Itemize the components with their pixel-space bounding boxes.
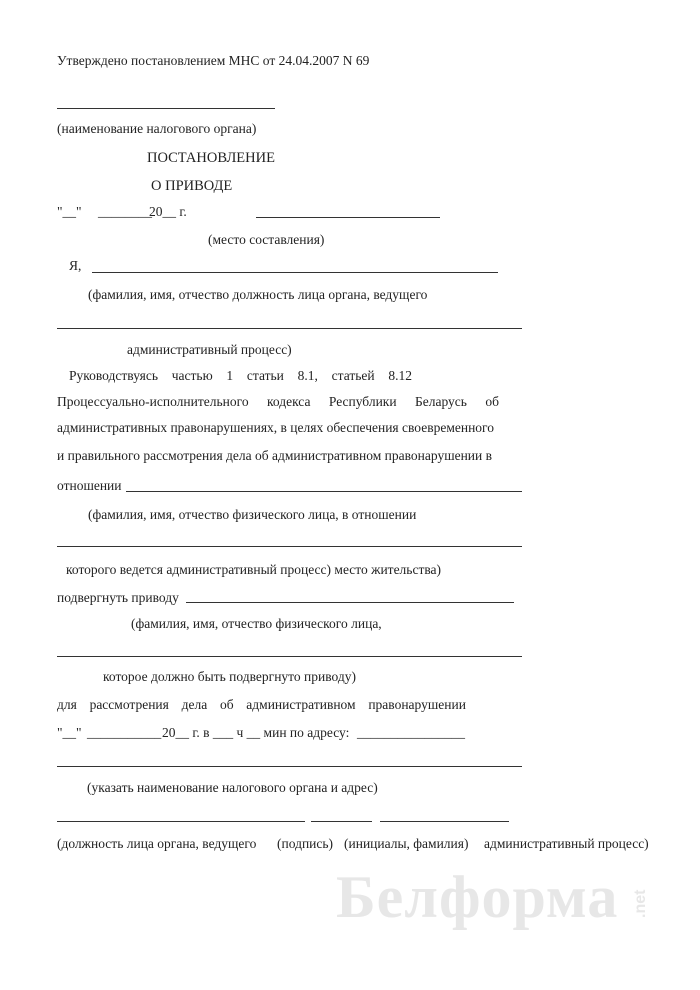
appear-address-blank: ________________ bbox=[357, 725, 465, 740]
authority-name-blank bbox=[57, 108, 275, 109]
subject-label: подвергнуть приводу bbox=[57, 590, 179, 605]
date-year: 20__ г. bbox=[149, 204, 187, 219]
word: Руководствуясь bbox=[69, 368, 158, 383]
person-caption-1: (фамилия, имя, отчество физического лица, в отношении bbox=[88, 507, 417, 522]
word: Процессуально-исполнительного bbox=[57, 394, 249, 409]
sig-sign-caption: (подпись) bbox=[277, 836, 334, 851]
place-caption: (место составления) bbox=[208, 232, 325, 247]
word: Республики bbox=[328, 394, 397, 409]
sig-process-caption: административный процесс) bbox=[484, 836, 649, 851]
date-day: "__" bbox=[57, 204, 82, 219]
date-month-blank: ________ bbox=[98, 204, 152, 219]
approval-header: Утверждено постановлением МНС от 24.04.2007 N 69 bbox=[57, 53, 370, 68]
official-name-blank bbox=[92, 272, 498, 273]
word: об bbox=[219, 697, 234, 712]
word: административном bbox=[246, 697, 356, 712]
word: рассмотрения bbox=[89, 697, 169, 712]
word: статьи bbox=[246, 368, 284, 383]
sig-name-caption: (инициалы, фамилия) bbox=[344, 836, 469, 851]
word: 1 bbox=[226, 368, 234, 383]
subject-caption-1: (фамилия, имя, отчество физического лица, bbox=[131, 616, 382, 631]
regarding-label: отношении bbox=[57, 478, 122, 493]
word: Беларусь bbox=[415, 394, 467, 409]
official-caption-2: административный процесс) bbox=[127, 342, 292, 357]
sig-official-blank bbox=[57, 821, 305, 822]
watermark-suffix: .net bbox=[632, 889, 649, 918]
sig-name-blank bbox=[380, 821, 509, 822]
place-blank bbox=[256, 217, 440, 218]
document-title: ПОСТАНОВЛЕНИЕ bbox=[147, 150, 275, 166]
address-caption: (указать наименование налогового органа и адрес) bbox=[87, 780, 378, 795]
authority-name-caption: (наименование налогового органа) bbox=[57, 121, 257, 136]
word: статьей bbox=[331, 368, 375, 383]
body-line-3: административных правонарушениях, в целях обеспечения своевременного bbox=[57, 420, 495, 435]
ya-label: Я, bbox=[69, 258, 82, 273]
body-line-4: и правильного рассмотрения дела об административном правонарушении в bbox=[57, 448, 493, 463]
person-name-blank bbox=[126, 491, 522, 492]
body-line-2 bbox=[57, 394, 499, 410]
word: кодекса bbox=[266, 394, 311, 409]
official-caption-1: (фамилия, имя, отчество должность лица органа, ведущего bbox=[88, 287, 428, 302]
document-subtitle: О ПРИВОДЕ bbox=[151, 178, 233, 194]
appear-month-blank: ___________ bbox=[87, 725, 162, 740]
word: для bbox=[57, 697, 77, 712]
subject-name-blank-2 bbox=[57, 656, 522, 657]
sig-sign-blank bbox=[311, 821, 372, 822]
word: дела bbox=[181, 697, 208, 712]
subject-name-blank bbox=[186, 602, 514, 603]
word: 8.1, bbox=[297, 368, 318, 383]
body-line-1 bbox=[69, 368, 412, 384]
word: об bbox=[485, 394, 499, 409]
watermark-logo: Белформа bbox=[336, 864, 619, 930]
official-name-blank-2 bbox=[57, 328, 522, 329]
word: правонарушении bbox=[368, 697, 466, 712]
sig-official-caption: (должность лица органа, ведущего bbox=[57, 836, 257, 851]
word: 8.12 bbox=[388, 368, 412, 383]
appear-time: 20__ г. в ___ ч __ мин по адресу: bbox=[162, 725, 350, 740]
appear-day: "__" bbox=[57, 725, 82, 740]
subject-caption-2: которое должно быть подвергнуто приводу) bbox=[103, 669, 356, 684]
address-blank bbox=[57, 766, 522, 767]
word: частью bbox=[171, 368, 213, 383]
purpose-line bbox=[57, 697, 466, 713]
person-name-blank-2 bbox=[57, 546, 522, 547]
person-caption-2: которого ведется административный процесс) место жительства) bbox=[66, 562, 442, 577]
